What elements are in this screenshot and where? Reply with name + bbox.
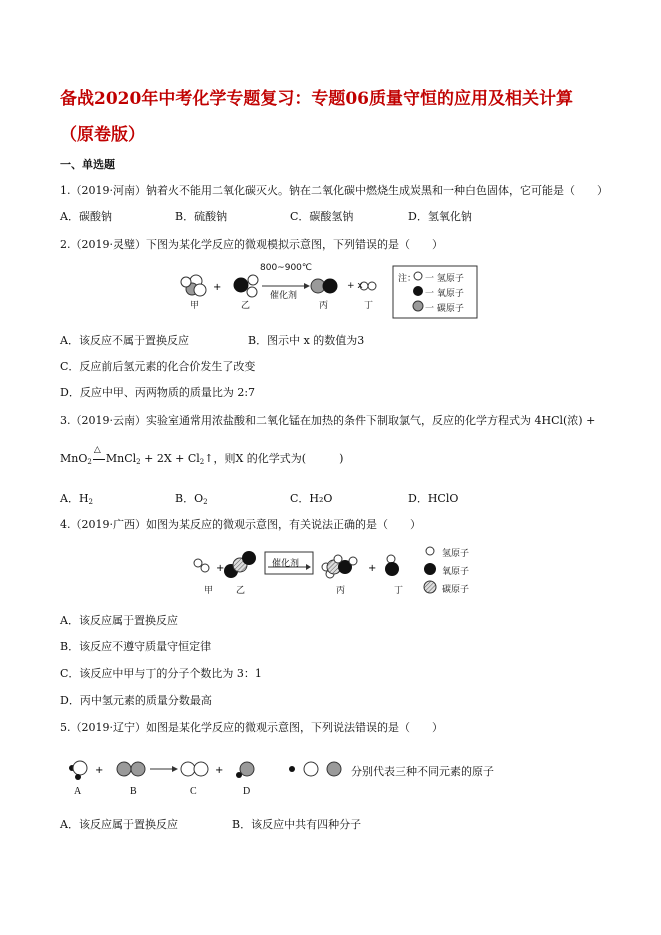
q4-molecule-ding — [385, 555, 399, 576]
q2-molecule-jia — [181, 275, 206, 296]
q2-plus-x-label: + x — [347, 281, 363, 291]
q3-stem: 3.（2019·云南）实验室通常用浓盐酸和二氧化锰在加热的条件下制取氯气，反应的化学方程式为 4HCl(浓) + — [60, 414, 596, 427]
q4-label-ding: 丁 — [394, 586, 404, 596]
q2-option-d: D．反应中甲、丙两物质的质量比为 2:7 — [60, 386, 256, 399]
q4-molecule-bing — [322, 555, 357, 578]
q2-condition-top: 800~900℃ — [260, 263, 313, 273]
q4-label-jia: 甲 — [204, 586, 214, 596]
document-title: 备战2020年中考化学专题复习：专题06质量守恒的应用及相关计算 — [60, 89, 573, 109]
q2-label-yi: 乙 — [241, 301, 251, 311]
q5-option-b: B．该反应中共有四种分子 — [232, 818, 362, 831]
svg-text:+: + — [368, 563, 377, 574]
q3-heat-sign: △ — [93, 445, 101, 455]
q2-stem: 2.（2019·灵璧）下图为某化学反应的微观模拟示意图，下列错误的是（ ） — [60, 238, 443, 251]
q2-option-b: B．图示中 x 的数值为3 — [248, 334, 365, 347]
q2-condition-bottom: 催化剂 — [270, 291, 298, 301]
q3-option-a: A．$H_2$ — [60, 492, 94, 506]
q2-legend-o: 一 氧原子 — [425, 289, 464, 299]
q5-label-b: B — [130, 786, 137, 797]
q4-legend-h: 氢原子 — [442, 549, 470, 559]
q3-option-d: D．HClO — [408, 492, 459, 505]
q5-legend-text: 分别代表三种不同元素的原子 — [351, 765, 494, 778]
q4-label-bing: 丙 — [336, 586, 346, 596]
q4-molecule-jia — [194, 559, 209, 572]
q4-option-a: A．该反应属于置换反应 — [60, 614, 178, 627]
q4-stem: 4.（2019·广西）如图为某反应的微观示意图，有关说法正确的是（ ） — [60, 518, 421, 531]
q4-legend-c: 碳原子 — [442, 585, 470, 595]
q5-stem: 5.（2019·辽宁）如图是某化学反应的微观示意图，下列说法错误的是（ ） — [60, 721, 443, 734]
q2-label-bing: 丙 — [319, 301, 329, 311]
q2-option-a: A．该反应不属于置换反应 — [60, 334, 189, 347]
q3-option-b: B．$O_2$ — [175, 492, 208, 506]
q2-reaction-diagram — [0, 262, 661, 332]
q5-option-a: A．该反应属于置换反应 — [60, 818, 178, 831]
q4-option-d: D．丙中氢元素的质量分数最高 — [60, 694, 212, 707]
q4-condition: 催化剂 — [272, 559, 300, 569]
q3-equation: MnO$_2$ △ MnCl$_2$ + $2X + Cl_2↑$，则X 的化学式为( ) — [60, 445, 344, 466]
section-heading: 一、单选题 — [60, 158, 115, 171]
q4-label-yi: 乙 — [236, 586, 246, 596]
q3-eq-mno2: MnO — [60, 452, 88, 465]
q5-label-c: C — [190, 786, 197, 797]
q2-legend-title: 注： — [398, 274, 417, 284]
document-title-suffix: （原卷版） — [60, 125, 145, 145]
q4-option-c: C．该反应中甲与丁的分子个数比为 3：1 — [60, 667, 262, 680]
q1-option-b: B．硫酸钠 — [175, 210, 228, 223]
q1-option-d: D．氢氧化钠 — [408, 210, 472, 223]
q5-molecule-d — [236, 762, 254, 778]
q2-molecule-bing — [311, 279, 337, 293]
q5-label-d: D — [243, 786, 251, 797]
q4-option-b: B．该反应不遵守质量守恒定律 — [60, 640, 212, 653]
q2-label-ding: 丁 — [364, 301, 374, 311]
q1-option-a: A．碳酸钠 — [60, 210, 112, 223]
q4-legend-o: 氧原子 — [442, 567, 470, 577]
svg-text:+: + — [215, 765, 224, 776]
q5-molecule-c — [181, 762, 208, 776]
q1-stem: 1.（2019·河南）钠着火不能用二氧化碳灭火。钠在二氧化碳中燃烧生成炭黑和一种白色固体，它可能是（ ） — [60, 184, 608, 197]
q5-molecule-b — [117, 762, 145, 776]
q4-molecule-yi — [224, 551, 256, 578]
q1-option-c: C．碳酸氢钠 — [290, 210, 354, 223]
q4-reaction-diagram — [0, 545, 661, 605]
q5-reaction-diagram — [0, 755, 661, 815]
q5-molecule-a — [69, 761, 87, 780]
q2-molecule-yi — [234, 275, 258, 297]
q2-option-c: C．反应前后氢元素的化合价发生了改变 — [60, 360, 256, 373]
q5-label-a: A — [74, 786, 82, 797]
svg-text:+: + — [213, 282, 222, 293]
svg-text:+: + — [95, 765, 104, 776]
svg-text:+: + — [216, 563, 225, 574]
q2-legend-h: 一 氢原子 — [425, 274, 464, 284]
q2-legend-c: 一 碳原子 — [425, 304, 464, 314]
q2-label-jia: 甲 — [190, 301, 200, 311]
q3-option-c: C．H₂O — [290, 492, 333, 505]
